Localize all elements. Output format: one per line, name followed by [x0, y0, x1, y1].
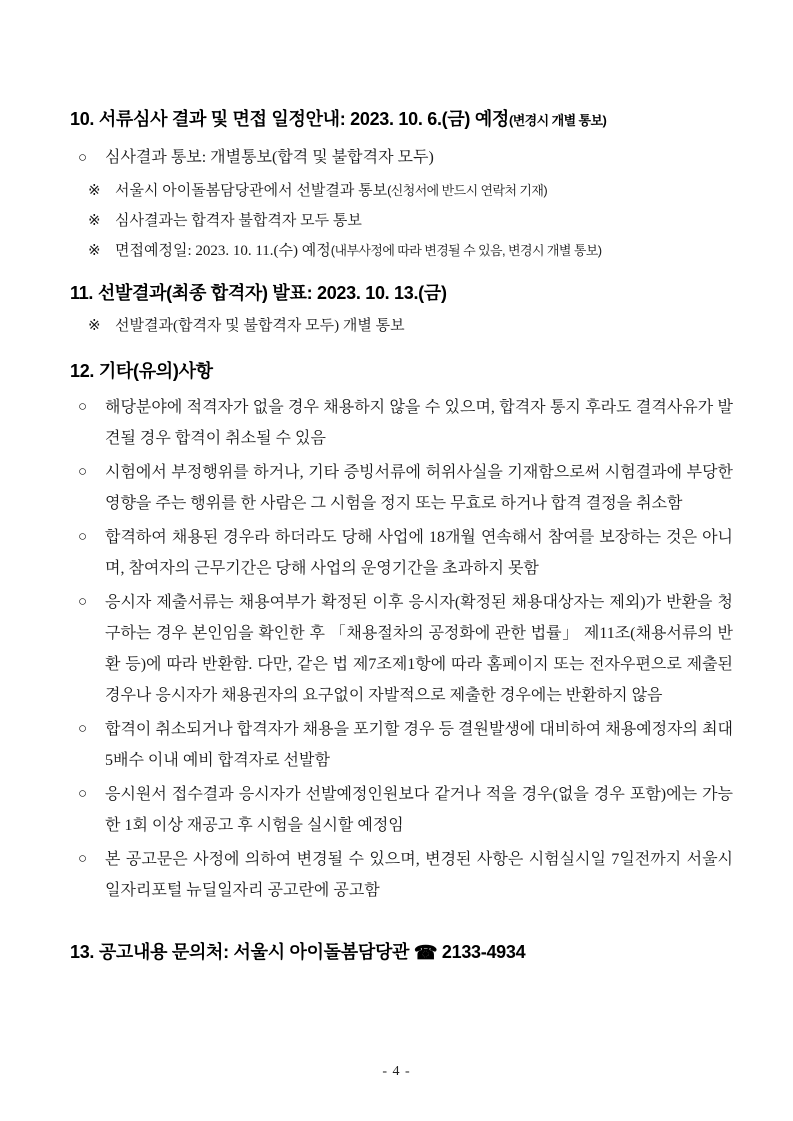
phone-icon: ☎: [413, 943, 438, 964]
section-12-heading: [70, 358, 733, 384]
reference-mark-icon: ※: [88, 213, 101, 229]
list-item-reannouncement: [78, 779, 733, 841]
note-suffix: (신청서에 반드시 연락처 기재): [387, 183, 548, 198]
list-item-document-return: [78, 587, 733, 711]
circle-marker: ○: [78, 150, 88, 166]
list-item-text: 합격하여 채용된 경우라 하더라도 당해 사업에 18개월 연속해서 참여를 보장하는 것은 아니며, 참여자의 근무기간은 당해 사업의 운영기간을 초과하지 못함: [105, 529, 733, 577]
list-item-announcement-change: [78, 844, 733, 906]
list-item-text: 해당분야에 적격자가 없을 경우 채용하지 않을 수 있으며, 합격자 통지 후라도 결격사유가 발견될 경우 합격이 취소될 수 있음: [105, 399, 733, 447]
note-text: 선발결과(합격자 및 불합격자 모두) 개별 통보: [115, 318, 405, 334]
section-11-heading-text: 11. 선발결과(최종 합격자) 발표: 2023. 10. 13.(금): [70, 283, 447, 303]
list-item-text: 본 공고문은 사정에 의하여 변경될 수 있으며, 변경된 사항은 시험실시일 7일전까지 서울시 일자리포털 뉴딜일자리 공고란에 공고함: [105, 851, 733, 899]
circle-marker: ○: [78, 399, 88, 415]
section-11-notes: [88, 311, 733, 341]
list-item-cheating: [78, 457, 733, 519]
circle-marker: ○: [78, 786, 88, 802]
list-item-text: 시험에서 부정행위를 하거나, 기타 증빙서류에 허위사실을 기재함으로써 시험결과에 부당한 영향을 주는 행위를 한 사람은 그 시험을 정지 또는 무효로 하거나 합격 결정을 취소함: [105, 464, 733, 512]
note-item-result-all-notice: [88, 206, 733, 236]
note-text: 서울시 아이돌봄담당관에서 선발결과 통보: [115, 183, 388, 199]
section-12-list: [70, 392, 733, 906]
page-number: - 4 -: [382, 1064, 411, 1079]
section-10-heading-text: 10. 서류심사 결과 및 면접 일정안내: 2023. 10. 6.(금) 예정: [70, 109, 509, 129]
section-10-heading-note: (변경시 개별 통보): [509, 113, 607, 128]
list-item-text: 심사결과 통보: 개별통보(합격 및 불합격자 모두): [105, 149, 434, 166]
section-13-heading: [70, 939, 733, 967]
reference-mark-icon: ※: [88, 318, 101, 334]
circle-marker: ○: [78, 529, 88, 545]
list-item-reserve-candidates: [78, 714, 733, 776]
list-item-no-qualified: [78, 392, 733, 454]
note-item-interview-date: [88, 236, 733, 266]
note-item-final-result: [88, 311, 733, 341]
section-12-heading-text: 12. 기타(유의)사항: [70, 361, 213, 381]
note-suffix: (내부사정에 따라 변경될 수 있음, 변경시 개별 통보): [330, 243, 602, 258]
section-13-heading-text: 13. 공고내용 문의처: 서울시 아이돌봄담당관: [70, 942, 410, 962]
circle-marker: ○: [78, 851, 88, 867]
list-item-text: 응시자 제출서류는 채용여부가 확정된 이후 응시자(확정된 채용대상자는 제외)가 반환을 청구하는 경우 본인임을 확인한 후 「채용절차의 공정화에 관한 법률」 제11조(채용서류의 반환 등)에 따라 반환함. 다만, 같은 법 제7조제1항에 따라 홈페이지 또는 전자우편으로 제출된 경우나 응시자가 채용권자의 요구없이 자발적으로 제출한 경우에는 반환하지 않음: [105, 594, 733, 704]
section-10-notes: [88, 176, 733, 266]
section-10-heading: [70, 106, 733, 134]
note-item-selection-notice: [88, 176, 733, 206]
note-text: 면접예정일: 2023. 10. 11.(수) 예정: [115, 243, 331, 259]
reference-mark-icon: ※: [88, 243, 101, 259]
list-item-employment-period: [78, 522, 733, 584]
section-11-heading: [70, 280, 733, 306]
contact-phone-number: 2133-4934: [441, 942, 526, 962]
list-item-text: 합격이 취소되거나 합격자가 채용을 포기할 경우 등 결원발생에 대비하여 채용예정자의 최대 5배수 이내 예비 합격자로 선발함: [105, 721, 733, 769]
list-item-text: 응시원서 접수결과 응시자가 선발예정인원보다 같거나 적을 경우(없을 경우 포함)에는 가능한 1회 이상 재공고 후 시험을 실시할 예정임: [105, 786, 733, 834]
circle-marker: ○: [78, 594, 88, 610]
page-content: [70, 0, 733, 967]
note-text: 심사결과는 합격자 불합격자 모두 통보: [115, 213, 362, 229]
circle-marker: ○: [78, 721, 88, 737]
list-item-result-notice: [78, 143, 733, 173]
reference-mark-icon: ※: [88, 183, 101, 199]
circle-marker: ○: [78, 464, 88, 480]
